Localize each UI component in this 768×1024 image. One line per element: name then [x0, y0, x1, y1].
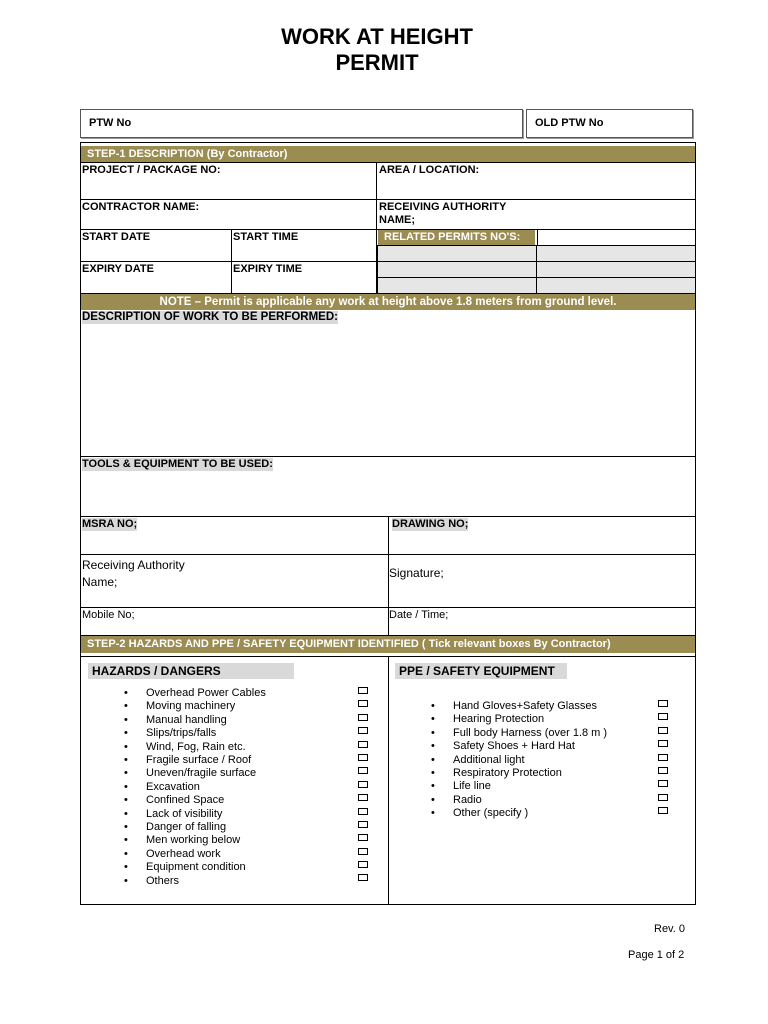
hazard-checkboxes: [358, 687, 368, 888]
signature-label: Signature;: [389, 566, 444, 580]
ppe-checkbox[interactable]: [658, 713, 668, 720]
contractor-label: CONTRACTOR NAME:: [82, 201, 200, 213]
ppe-item: • Full body Harness (over 1.8 m ): [427, 727, 607, 740]
title-line-2: PERMIT: [335, 50, 419, 75]
hazard-checkbox[interactable]: [358, 754, 368, 761]
ppe-item: • Life line: [427, 780, 607, 793]
hazard-item: • Moving machinery: [120, 700, 266, 713]
ppe-item: • Additional light: [427, 754, 607, 767]
revision: Rev. 0: [654, 923, 685, 935]
hazard-item: • Manual handling: [120, 714, 266, 727]
ppe-list: [427, 700, 607, 821]
hazard-item: • Men working below: [120, 834, 266, 847]
hazard-item: • Overhead work: [120, 848, 266, 861]
ppe-checkbox[interactable]: [658, 754, 668, 761]
related-permit-field-5[interactable]: [536, 261, 696, 278]
date-time-label: Date / Time;: [389, 609, 449, 621]
related-permits-header: RELATED PERMITS NO'S:: [378, 230, 535, 245]
hazard-checkbox[interactable]: [358, 861, 368, 868]
related-permit-field-3[interactable]: [536, 245, 696, 262]
hazard-checkbox[interactable]: [358, 794, 368, 801]
ppe-checkbox[interactable]: [658, 807, 668, 814]
description-label: DESCRIPTION OF WORK TO BE PERFORMED:: [82, 311, 338, 323]
hazard-checkbox[interactable]: [358, 714, 368, 721]
hazards-title: HAZARDS / DANGERS: [88, 663, 294, 679]
ppe-checkboxes: [658, 700, 668, 821]
hazard-item: • Excavation: [120, 781, 266, 794]
hazard-item: • Overhead Power Cables: [120, 687, 266, 700]
area-field[interactable]: [379, 178, 693, 198]
divider: [80, 162, 696, 163]
ppe-item: • Hand Gloves+Safety Glasses: [427, 700, 607, 713]
hazard-checkbox[interactable]: [358, 874, 368, 881]
hazard-item: • Slips/trips/falls: [120, 727, 266, 740]
ppe-checkbox[interactable]: [658, 794, 668, 801]
divider: [80, 607, 696, 608]
hazard-item: • Others: [120, 875, 266, 888]
hazard-checkbox[interactable]: [358, 767, 368, 774]
related-permit-field-1[interactable]: [537, 229, 696, 246]
ppe-item: • Safety Shoes + Hard Hat: [427, 740, 607, 753]
ppe-checkbox[interactable]: [658, 727, 668, 734]
hazard-item: • Danger of falling: [120, 821, 266, 834]
page-title: [0, 24, 768, 76]
divider: [80, 456, 696, 457]
ppe-checkbox[interactable]: [658, 780, 668, 787]
project-label: PROJECT / PACKAGE NO:: [82, 164, 221, 176]
step1-header: STEP-1 DESCRIPTION (By Contractor): [81, 146, 695, 162]
related-permit-field-2[interactable]: [377, 245, 537, 262]
ra-name-label: Receiving Authority Name;: [82, 558, 185, 589]
related-permit-field-4[interactable]: [377, 261, 537, 278]
project-field[interactable]: [82, 178, 374, 198]
hazards-list: [120, 687, 266, 888]
drawing-label: DRAWING NO;: [392, 518, 469, 530]
ppe-checkbox[interactable]: [658, 740, 668, 747]
hazard-checkbox[interactable]: [358, 741, 368, 748]
hazard-checkbox[interactable]: [358, 781, 368, 788]
hazard-checkbox[interactable]: [358, 808, 368, 815]
hazard-item: • Equipment condition: [120, 861, 266, 874]
ptw-no-field[interactable]: [80, 109, 523, 138]
ppe-item: • Hearing Protection: [427, 713, 607, 726]
ppe-item: • Respiratory Protection: [427, 767, 607, 780]
divider: [80, 261, 377, 262]
tools-label: TOOLS & EQUIPMENT TO BE USED:: [82, 458, 273, 470]
divider: [388, 656, 389, 905]
related-permit-field-6[interactable]: [377, 277, 537, 294]
hazard-item: • Uneven/fragile surface: [120, 767, 266, 780]
ptw-no-label: PTW No: [89, 117, 132, 129]
ppe-item: • Radio: [427, 794, 607, 807]
hazard-checkbox[interactable]: [358, 727, 368, 734]
expiry-time-label: EXPIRY TIME: [233, 263, 303, 275]
ppe-checkbox[interactable]: [658, 767, 668, 774]
related-permit-field-7[interactable]: [536, 277, 696, 294]
mobile-label: Mobile No;: [82, 609, 135, 621]
hazard-checkbox[interactable]: [358, 834, 368, 841]
hazard-item: • Wind, Fog, Rain etc.: [120, 741, 266, 754]
expiry-date-label: EXPIRY DATE: [82, 263, 154, 275]
description-field[interactable]: [82, 326, 694, 454]
msra-label: MSRA NO;: [82, 518, 138, 530]
hazard-item: • Confined Space: [120, 794, 266, 807]
title-line-1: WORK AT HEIGHT: [281, 24, 473, 49]
note-bar: NOTE – Permit is applicable any work at height above 1.8 meters from ground level.: [81, 294, 695, 310]
tools-field[interactable]: [82, 472, 694, 514]
hazard-checkbox[interactable]: [358, 848, 368, 855]
ppe-checkbox[interactable]: [658, 700, 668, 707]
ppe-item: • Other (specify ): [427, 807, 607, 820]
receiving-authority-label: RECEIVING AUTHORITY NAME;: [379, 201, 507, 226]
hazard-checkbox[interactable]: [358, 700, 368, 707]
hazard-item: • Lack of visibility: [120, 808, 266, 821]
area-label: AREA / LOCATION:: [379, 164, 480, 176]
divider: [80, 199, 696, 200]
start-time-label: START TIME: [233, 231, 299, 243]
start-date-label: START DATE: [82, 231, 151, 243]
old-ptw-no-label: OLD PTW No: [535, 117, 604, 129]
hazard-item: • Fragile surface / Roof: [120, 754, 266, 767]
hazard-checkbox[interactable]: [358, 687, 368, 694]
old-ptw-no-field[interactable]: [526, 109, 693, 138]
ppe-title: PPE / SAFETY EQUIPMENT: [395, 663, 567, 679]
divider: [80, 554, 696, 555]
page-number: Page 1 of 2: [628, 949, 685, 961]
step2-header: STEP-2 HAZARDS AND PPE / SAFETY EQUIPMENT IDENTIFIED ( Tick relevant boxes By Contractor): [81, 636, 695, 653]
hazard-checkbox[interactable]: [358, 821, 368, 828]
